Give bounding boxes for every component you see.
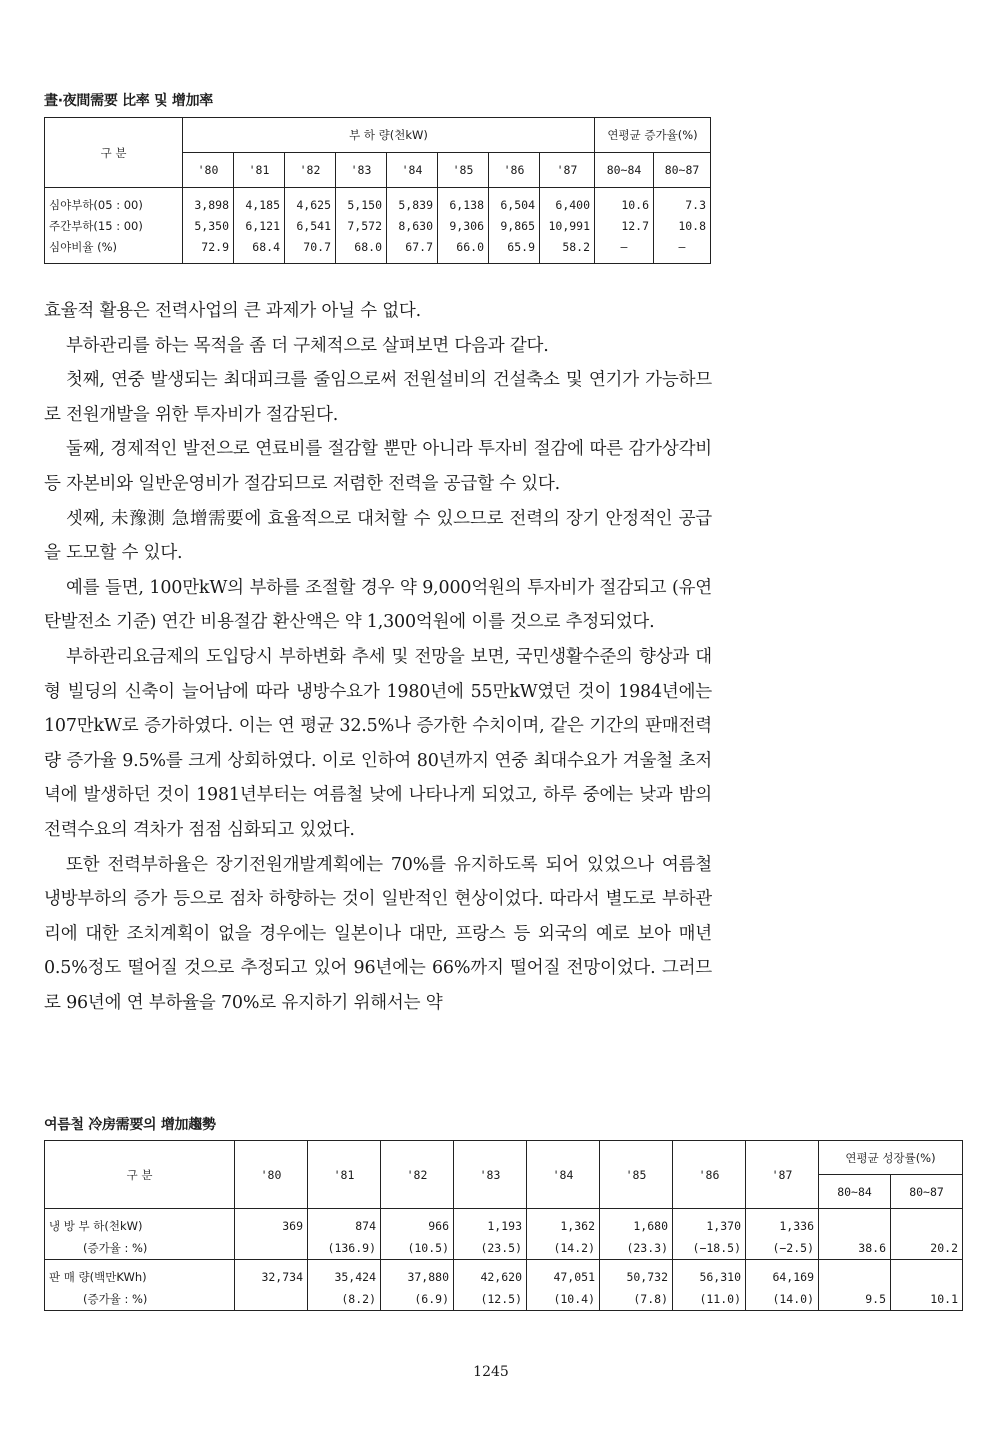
row-label: 심야비율 (%): [45, 236, 183, 264]
paragraph: 예를 들면, 100만kW의 부하를 조절할 경우 약 9,000억원의 투자비가 절감되고 (유연탄발전소 기준) 연간 비용절감 환산액은 약 1,300억원에 이를 것으로 추정되었다.: [44, 577, 712, 633]
row-label: 판 매 량(백만KWh): [45, 1260, 235, 1289]
table-cell: 68.4: [234, 236, 285, 264]
growth-cell: [819, 1260, 891, 1289]
growth-period-header: 80~87: [654, 153, 711, 188]
table-cell: 1,362: [527, 1209, 600, 1238]
growth-period-header: 80~84: [819, 1175, 891, 1209]
table1-col-head: 구 분: [45, 118, 183, 188]
year-header: '84: [387, 153, 438, 188]
table2-col-head: 구 분: [45, 1141, 235, 1209]
growth-cell: —: [654, 236, 711, 264]
table-cell: (136.9): [308, 1237, 381, 1260]
table-cell: 1,336: [746, 1209, 819, 1238]
table-cell: (23.3): [600, 1237, 673, 1260]
table1-group-head: 부 하 량(천kW): [183, 118, 595, 153]
year-header: '85: [438, 153, 489, 188]
table-cell: 3,898: [183, 188, 234, 216]
table-cell: 32,734: [235, 1260, 308, 1289]
table-cell: 72.9: [183, 236, 234, 264]
table-cell: 50,732: [600, 1260, 673, 1289]
year-header: '85: [600, 1141, 673, 1209]
table-cell: 1,193: [454, 1209, 527, 1238]
year-header: '80: [235, 1141, 308, 1209]
table-cell: (−2.5): [746, 1237, 819, 1260]
year-header: '80: [183, 153, 234, 188]
table-cell: 35,424: [308, 1260, 381, 1289]
table-row: [45, 1237, 963, 1260]
table-row: [45, 1209, 963, 1238]
cooling-demand-table: [44, 1140, 963, 1311]
table-cell: 6,400: [540, 188, 595, 216]
table-cell: [235, 1237, 308, 1260]
table-cell: (6.9): [381, 1288, 454, 1311]
table2-growth-head: 연평균 성장률(%): [819, 1141, 963, 1175]
table-cell: 5,350: [183, 215, 234, 236]
growth-cell: 20.2: [891, 1237, 963, 1260]
table-cell: (10.5): [381, 1237, 454, 1260]
table-cell: 6,541: [285, 215, 336, 236]
table-cell: 8,630: [387, 215, 438, 236]
table2-caption: 여름철 冷房需要의 增加趨勢: [44, 1117, 216, 1133]
year-header: '86: [673, 1141, 746, 1209]
growth-cell: 10.8: [654, 215, 711, 236]
row-sub-label: (증가율 : %): [45, 1288, 235, 1311]
table-cell: 4,625: [285, 188, 336, 216]
year-header: '82: [285, 153, 336, 188]
table-cell: 66.0: [438, 236, 489, 264]
year-header: '84: [527, 1141, 600, 1209]
table-row: [45, 236, 711, 264]
table-cell: (14.0): [746, 1288, 819, 1311]
table-cell: 7,572: [336, 215, 387, 236]
table-cell: 9,865: [489, 215, 540, 236]
page-number: 1245: [473, 1364, 509, 1380]
year-header: '83: [336, 153, 387, 188]
table-cell: 47,051: [527, 1260, 600, 1289]
growth-cell: [891, 1209, 963, 1238]
table-cell: 1,370: [673, 1209, 746, 1238]
paragraph: 효율적 활용은 전력사업의 큰 과제가 아닐 수 없다.: [44, 301, 422, 321]
table-row: [45, 215, 711, 236]
growth-cell: 10.6: [595, 188, 654, 216]
table-cell: 5,150: [336, 188, 387, 216]
year-header: '86: [489, 153, 540, 188]
table-cell: 369: [235, 1209, 308, 1238]
table-cell: 68.0: [336, 236, 387, 264]
table-cell: 67.7: [387, 236, 438, 264]
paragraph: 또한 전력부하율은 장기전원개발계획에는 70%를 유지하도록 되어 있었으나 여름철 냉방부하의 증가 등으로 점차 하향하는 것이 일반적인 현상이었다. 따라서 별도로 부하관리에 대한 조치계획이 없을 경우에는 일본이나 대만, 프랑스 등 외국의 예로 보아 매년 0.5%정도 떨어질 것으로 추정되고 있어 96년에는 66%까지 떨어질 전망이었다. 그러므로 96년에 연 부하율을 70%로 유지하기 위해서는 약: [44, 854, 712, 1013]
table-cell: 1,680: [600, 1209, 673, 1238]
table-cell: (12.5): [454, 1288, 527, 1311]
growth-cell: 10.1: [891, 1288, 963, 1311]
table-cell: [235, 1288, 308, 1311]
table-row: [45, 1288, 963, 1311]
year-header: '87: [540, 153, 595, 188]
year-header: '81: [308, 1141, 381, 1209]
table-cell: 5,839: [387, 188, 438, 216]
table-cell: 42,620: [454, 1260, 527, 1289]
table-row: [45, 188, 711, 216]
table-cell: 9,306: [438, 215, 489, 236]
paragraph: 둘째, 경제적인 발전으로 연료비를 절감할 뿐만 아니라 투자비 절감에 따른 감가상각비 등 자본비와 일반운영비가 절감되므로 저렴한 전력을 공급할 수 있다.: [44, 439, 712, 494]
table-cell: 70.7: [285, 236, 336, 264]
table1-caption: 晝·夜間需要 比率 및 增加率: [44, 93, 213, 109]
paragraph: 셋째, 未豫測 急增需要에 효율적으로 대처할 수 있으므로 전력의 장기 안정적인 공급을 도모할 수 있다.: [44, 508, 712, 564]
growth-cell: 7.3: [654, 188, 711, 216]
growth-cell: [819, 1209, 891, 1238]
table-cell: 37,880: [381, 1260, 454, 1289]
table-cell: 4,185: [234, 188, 285, 216]
growth-period-header: 80~87: [891, 1175, 963, 1209]
table-cell: 6,138: [438, 188, 489, 216]
growth-cell: 12.7: [595, 215, 654, 236]
paragraph: 부하관리를 하는 목적을 좀 더 구체적으로 살펴보면 다음과 같다.: [66, 335, 549, 356]
table-cell: 56,310: [673, 1260, 746, 1289]
table-cell: 874: [308, 1209, 381, 1238]
row-label: 주간부하(15 : 00): [45, 215, 183, 236]
growth-cell: —: [595, 236, 654, 264]
table-row: [45, 1260, 963, 1289]
table-cell: (11.0): [673, 1288, 746, 1311]
table-cell: 65.9: [489, 236, 540, 264]
row-label: 냉 방 부 하(천kW): [45, 1209, 235, 1238]
growth-period-header: 80~84: [595, 153, 654, 188]
row-label: 심야부하(05 : 00): [45, 188, 183, 216]
table-cell: 10,991: [540, 215, 595, 236]
year-header: '82: [381, 1141, 454, 1209]
table-cell: (−18.5): [673, 1237, 746, 1260]
table-cell: 6,504: [489, 188, 540, 216]
table-cell: (7.8): [600, 1288, 673, 1311]
growth-cell: 9.5: [819, 1288, 891, 1311]
table-cell: 58.2: [540, 236, 595, 264]
table-cell: (8.2): [308, 1288, 381, 1311]
paragraph: 첫째, 연중 발생되는 최대피크를 줄임으로써 전원설비의 건설축소 및 연기가 가능하므로 전원개발을 위한 투자비가 절감된다.: [44, 370, 712, 425]
table-cell: (14.2): [527, 1237, 600, 1260]
year-header: '81: [234, 153, 285, 188]
table-cell: 6,121: [234, 215, 285, 236]
table-cell: (10.4): [527, 1288, 600, 1311]
year-header: '83: [454, 1141, 527, 1209]
year-header: '87: [746, 1141, 819, 1209]
table1-growth-head: 연평균 증가율(%): [595, 118, 711, 153]
body-text: [44, 294, 712, 1020]
day-night-demand-table: [44, 117, 711, 264]
growth-cell: 38.6: [819, 1237, 891, 1260]
row-sub-label: (증가율 : %): [45, 1237, 235, 1260]
table-cell: 966: [381, 1209, 454, 1238]
table-cell: (23.5): [454, 1237, 527, 1260]
growth-cell: [891, 1260, 963, 1289]
paragraph: 부하관리요금제의 도입당시 부하변화 추세 및 전망을 보면, 국민생활수준의 향상과 대형 빌딩의 신축이 늘어남에 따라 냉방수요가 1980년에 55만kW였던 것이 1984년에는 107만kW로 증가하였다. 이는 연 평균 32.5%나 증가한 수치이며, 같은 기간의 판매전력량 증가율 9.5%를 크게 상회하였다. 이로 인하여 80년까지 연중 최대수요가 겨울철 초저녁에 발생하던 것이 1981년부터는 여름철 낮에 나타나게 되었고, 하루 중에는 낮과 밤의 전력수요의 격차가 점점 심화되고 있었다.: [44, 646, 712, 840]
table-cell: 64,169: [746, 1260, 819, 1289]
